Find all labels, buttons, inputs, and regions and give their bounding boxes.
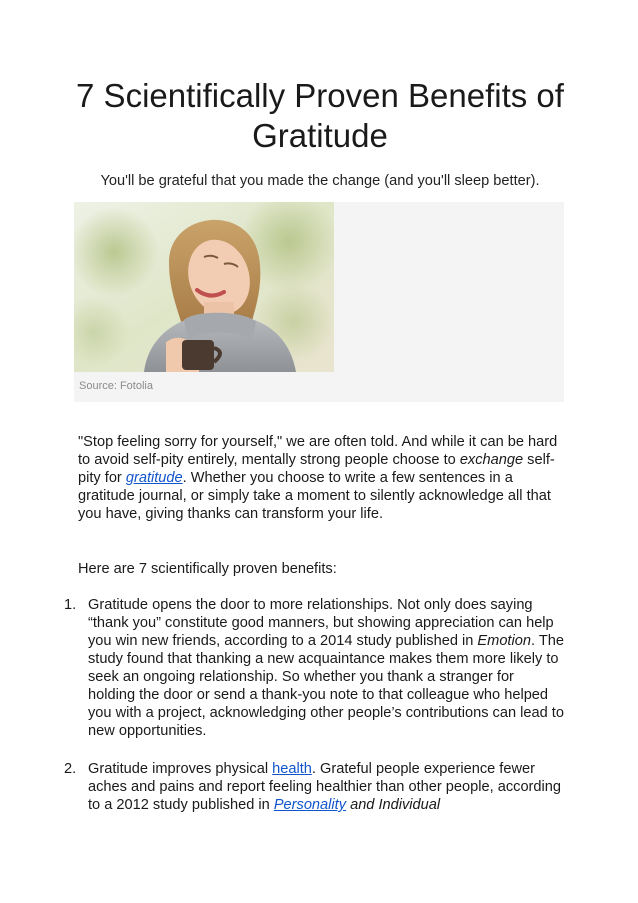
list-intro: Here are 7 scientifically proven benefits: xyxy=(78,561,337,577)
health-link[interactable]: health xyxy=(272,761,312,777)
intro-text-3: . Whether you choose to write a few sentences in a gratitude journal, or simply take a moment to silently acknowledge all that you have, giving thanks can transform your life. xyxy=(78,470,551,522)
benefits-list-2 xyxy=(60,760,565,814)
intro-emphasis: exchange xyxy=(459,452,524,468)
benefit-text: Gratitude opens the door to more relationships. Not only does saying “thank you” constitute good manners, but showing appreciation can help you win new friends, according to a 2014 study published in xyxy=(88,597,554,649)
intro-paragraph xyxy=(78,433,563,523)
list-item xyxy=(60,760,565,814)
featured-image-container xyxy=(74,202,564,402)
image-caption: Source: Fotolia xyxy=(79,380,153,392)
intro-text-2: self-pity for xyxy=(78,452,555,486)
benefits-list-1 xyxy=(60,596,565,740)
list-number: 1. xyxy=(64,597,77,613)
intro-text-1: "Stop feeling sorry for yourself," we are often told. And while it can be hard to avoid self-pity entirely, mentally strong people choose to xyxy=(78,434,558,468)
benefit-text: . Grateful people experience fewer aches and pains and report feeling healthier than other people, according to a 2012 study published in xyxy=(88,761,562,813)
benefit-text: . The study found that thanking a new acquaintance makes them more likely to seek an ongoing relationship. So whether you thank a stranger for holding the door or send a thank-you note to that colleague who helped you with a project, acknowledging other people’s contributions can lead to new opportunities. xyxy=(88,633,564,739)
benefit-text: Gratitude improves physical xyxy=(88,761,273,777)
list-item xyxy=(60,596,565,740)
list-number: 2. xyxy=(64,761,77,777)
woman-with-mug-photo xyxy=(74,202,334,372)
benefit-emphasis: and Individual xyxy=(350,797,441,813)
gratitude-link[interactable]: gratitude xyxy=(125,470,183,486)
article-subtitle: You'll be grateful that you made the change (and you'll sleep better). xyxy=(100,173,540,189)
benefit-emphasis: Emotion xyxy=(477,633,531,649)
personality-link[interactable]: Personality xyxy=(273,797,347,813)
article-title: 7 Scientifically Proven Benefits of Gratitude xyxy=(76,77,564,154)
